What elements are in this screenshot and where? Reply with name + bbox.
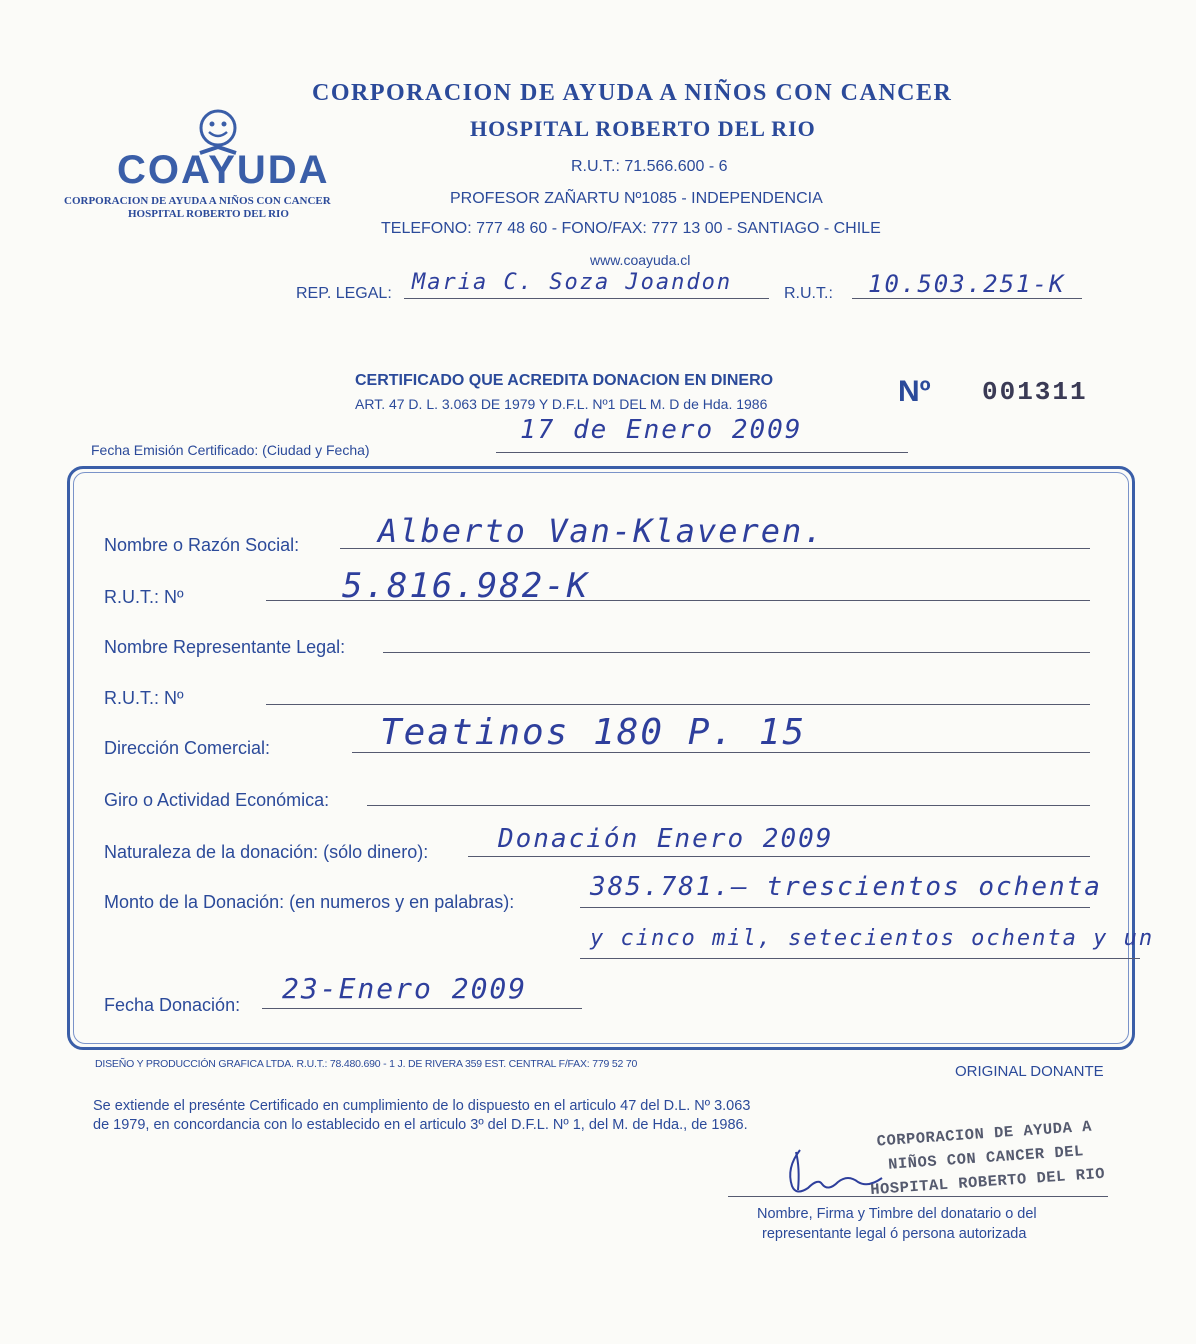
smiley-face-icon	[201, 111, 235, 145]
rep-rut-label: R.U.T.:	[784, 285, 833, 302]
logo-subtitle-org: CORPORACION DE AYUDA A NIÑOS CON CANCER	[64, 195, 331, 207]
activity-label: Giro o Actividad Económica:	[104, 790, 330, 810]
amount-words-line	[580, 958, 1140, 959]
address-label: Dirección Comercial:	[104, 738, 271, 758]
donor-rut-label: R.U.T.: Nº	[104, 587, 184, 607]
donor-name-label: Nombre o Razón Social:	[104, 535, 300, 555]
institution-stamp	[864, 1114, 1108, 1203]
signature-caption-2: representante legal ó persona autorizada	[762, 1226, 1027, 1242]
org-rut: R.U.T.: 71.566.600 - 6	[571, 158, 728, 175]
signature-line	[728, 1196, 1108, 1197]
certificate-title: CERTIFICADO QUE ACREDITA DONACION EN DINERO	[355, 372, 774, 389]
amount-value-numeric[interactable]: 385.781.– trescientos ochenta	[590, 872, 1102, 902]
issue-date-label: Fecha Emisión Certificado: (Ciudad y Fecha)	[91, 442, 370, 458]
org-website: www.coayuda.cl	[590, 252, 691, 268]
legal-rep-label: Nombre Representante Legal:	[104, 637, 346, 657]
logo-wordmark: COAYUDA	[117, 148, 330, 192]
amount-value-words[interactable]: y cinco mil, setecientos ochenta y un	[590, 926, 1155, 951]
signature-caption-1: Nombre, Firma y Timbre del donatario o del	[757, 1206, 1037, 1222]
certificate-article: ART. 47 D. L. 3.063 DE 1979 Y D.F.L. Nº1 DEL M. D de Hda. 1986	[355, 396, 768, 412]
donation-date-label: Fecha Donación:	[104, 995, 241, 1015]
printer-credit: DISEÑO Y PRODUCCIÓN GRAFICA LTDA. R.U.T.: 78.480.690 - 1 J. DE RIVERA 359 EST. CENTRAL F/FAX: 779 52 70	[95, 1058, 638, 1070]
legal-rep-rut-label: R.U.T.: Nº	[104, 688, 184, 708]
legal-rep-line	[383, 652, 1090, 653]
hospital-title: HOSPITAL ROBERTO DEL RIO	[470, 116, 816, 141]
rep-rut-line	[852, 298, 1082, 299]
org-address: PROFESOR ZAÑARTU Nº1085 - INDEPENDENCIA	[450, 190, 823, 207]
certificate-number-label: Nº	[898, 375, 931, 408]
donation-date-value[interactable]: 23-Enero 2009	[282, 972, 528, 1005]
legal-rep-rut-line	[266, 704, 1090, 705]
rep-legal-value[interactable]: Maria C. Soza Joandon	[412, 270, 733, 295]
donation-date-line	[262, 1008, 582, 1009]
nature-line	[468, 856, 1090, 857]
activity-line	[367, 805, 1090, 806]
rep-legal-label: REP. LEGAL:	[296, 285, 392, 302]
org-title: CORPORACION DE AYUDA A NIÑOS CON CANCER	[312, 80, 953, 106]
nature-value[interactable]: Donación Enero 2009	[498, 824, 834, 854]
rep-rut-value[interactable]: 10.503.251-K	[868, 270, 1066, 298]
legal-text-line-1: Se extiende el presénte Certificado en cumplimiento de lo dispuesto en el articulo 47 del D.L. Nº 3.063	[93, 1098, 751, 1114]
donor-rut-value[interactable]: 5.816.982-K	[342, 566, 590, 606]
stamp-line-2: NIÑOS CON CANCER DEL	[887, 1142, 1085, 1174]
rep-legal-line	[404, 298, 769, 299]
donor-name-value[interactable]: Alberto Van-Klaveren.	[378, 512, 825, 550]
nature-label: Naturaleza de la donación: (sólo dinero):	[104, 842, 429, 862]
address-value[interactable]: Teatinos 180 P. 15	[380, 712, 807, 753]
certificate-number: 001311	[982, 377, 1088, 407]
amount-line	[580, 907, 1090, 908]
legal-text-line-2: de 1979, en concordancia con lo establecido en el articulo 3º del D.F.L. Nº 1, del M. de Hda., de 1986.	[93, 1117, 748, 1133]
copy-type-label: ORIGINAL DONANTE	[955, 1063, 1104, 1080]
org-phone: TELEFONO: 777 48 60 - FONO/FAX: 777 13 00 - SANTIAGO - CHILE	[381, 220, 881, 237]
stamp-line-1: CORPORACION DE AYUDA A	[876, 1117, 1093, 1151]
amount-label: Monto de la Donación: (en numeros y en palabras):	[104, 892, 515, 912]
issue-date-line	[496, 452, 908, 453]
logo-subtitle-hospital: HOSPITAL ROBERTO DEL RIO	[128, 208, 289, 220]
issue-date-value[interactable]: 17 de Enero 2009	[520, 415, 803, 445]
stamp-line-3: HOSPITAL ROBERTO DEL RIO	[869, 1164, 1106, 1200]
